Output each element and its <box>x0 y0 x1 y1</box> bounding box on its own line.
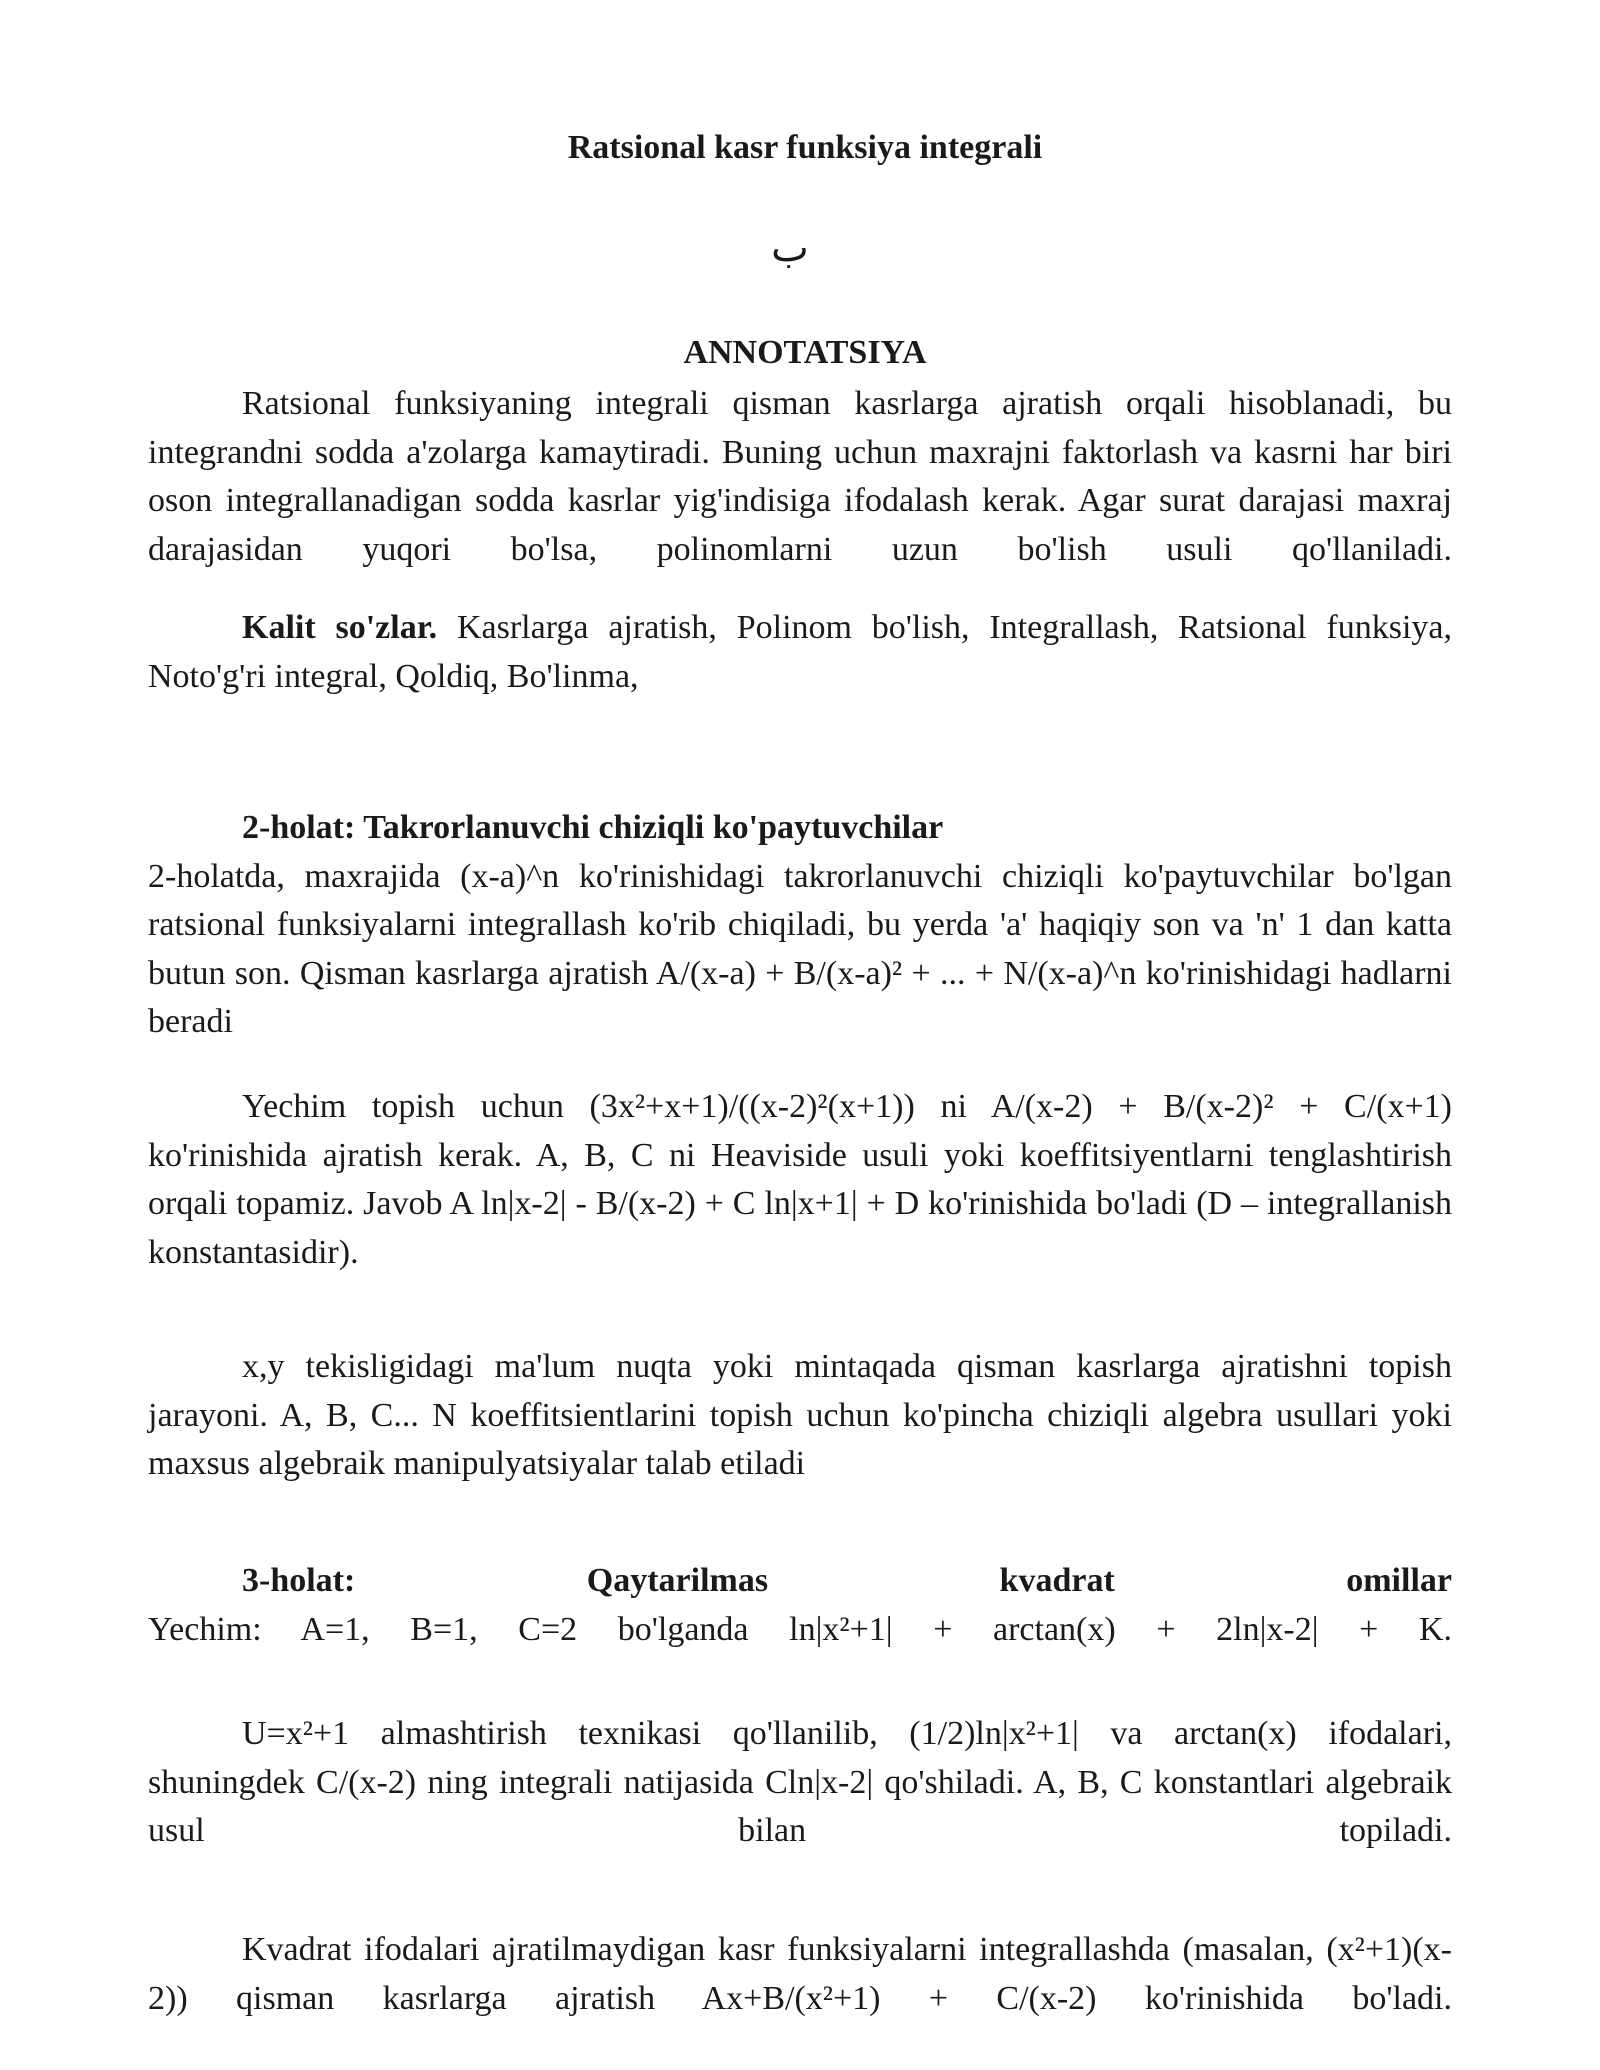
annotation-paragraph: Ratsional funksiyaning integrali qisman kasrlarga ajratish orqali hisoblanadi, bu integrandni sodda a'zolarga kamaytiradi. Buning uchun maxrajni faktorlash va kasrni har biri oson integrallanadigan sodda kasrlar yig'indisiga ifodalash kerak. Agar surat darajasi maxraj darajasidan yuqori bo'lsa, polinomlarni uzun bo'lish usuli qo'llaniladi. <box>148 385 1452 568</box>
keywords-label: Kalit so'zlar. <box>242 609 438 646</box>
annotation-heading: ANNOTATSIYA <box>683 334 927 371</box>
case3-solution: Yechim: A=1, B=1, C=2 bo'lganda ln|x²+1| + arctan(x) + 2ln|x-2| + K. <box>148 1610 1452 1648</box>
case2-section <box>148 804 1452 1047</box>
coefficients-paragraph: x,y tekisligidagi ma'lum nuqta yoki mintaqada qisman kasrlarga ajratishni topish jarayoni. A, B, C... N koeffitsientlarini topish uchun ko'pincha chiziqli algebra usullari yoki maxsus algebraik manipulyatsiyalar talab etiladi <box>148 1348 1452 1482</box>
case2-paragraph: 2-holatda, maxrajida (x-a)^n ko'rinishidagi takrorlanuvchi chiziqli ko'paytuvchilar bo'lgan ratsional funksiyalarni integrallash ko'rib chiqiladi, bu yerda 'a' haqiqiy son va 'n' 1 dan katta butun son. Qisman kasrlarga ajratish A/(x-a) + B/(x-a)² + ... + N/(x-a)^n ko'rinishidagi hadlarni beradi <box>148 857 1452 1040</box>
keywords-paragraph <box>148 604 1452 701</box>
case3-heading: 3-holat: Qaytarilmas kvadrat omillar <box>242 1562 1452 1599</box>
case2-heading: 2-holat: Takrorlanuvchi chiziqli ko'paytuvchilar <box>242 809 944 846</box>
document-title: Ratsional kasr funksiya integrali <box>567 129 1043 166</box>
quadratic-paragraph: Kvadrat ifodalari ajratilmaydigan kasr funksiyalarni integrallashda (masalan, (x²+1)(x-2)) qisman kasrlarga ajratish Ax+B/(x²+1) + C/(x-2) ko'rinishida bo'ladi. <box>148 1931 1452 2017</box>
case2-example-paragraph: Yechim topish uchun (3x²+x+1)/((x-2)²(x+1)) ni A/(x-2) + B/(x-2)² + C/(x+1) ko'rinishida ajratish kerak. A, B, C ni Heaviside usuli yoki koeffitsiyentlarni tenglashtirish orqali topamiz. Javob A ln|x-2| - B/(x-2) + C ln|x+1| + D ko'rinishida bo'ladi (D – integrallanish konstantasidir). <box>148 1088 1452 1271</box>
case3-section <box>148 1557 1452 1654</box>
arabic-glyph: ب <box>771 225 809 271</box>
keywords-text: Kasrlarga ajratish, Polinom bo'lish, Integrallash, Ratsional funksiya, Noto'g'ri integral, Qoldiq, Bo'linma, <box>148 609 1452 695</box>
substitution-paragraph: U=x²+1 almashtirish texnikasi qo'llanilib, (1/2)ln|x²+1| va arctan(x) ifodalari, shuningdek C/(x-2) ning integrali natijasida Cln|x-2| qo'shiladi. A, B, C konstantlari algebraik usul bilan topiladi. <box>148 1715 1452 1849</box>
